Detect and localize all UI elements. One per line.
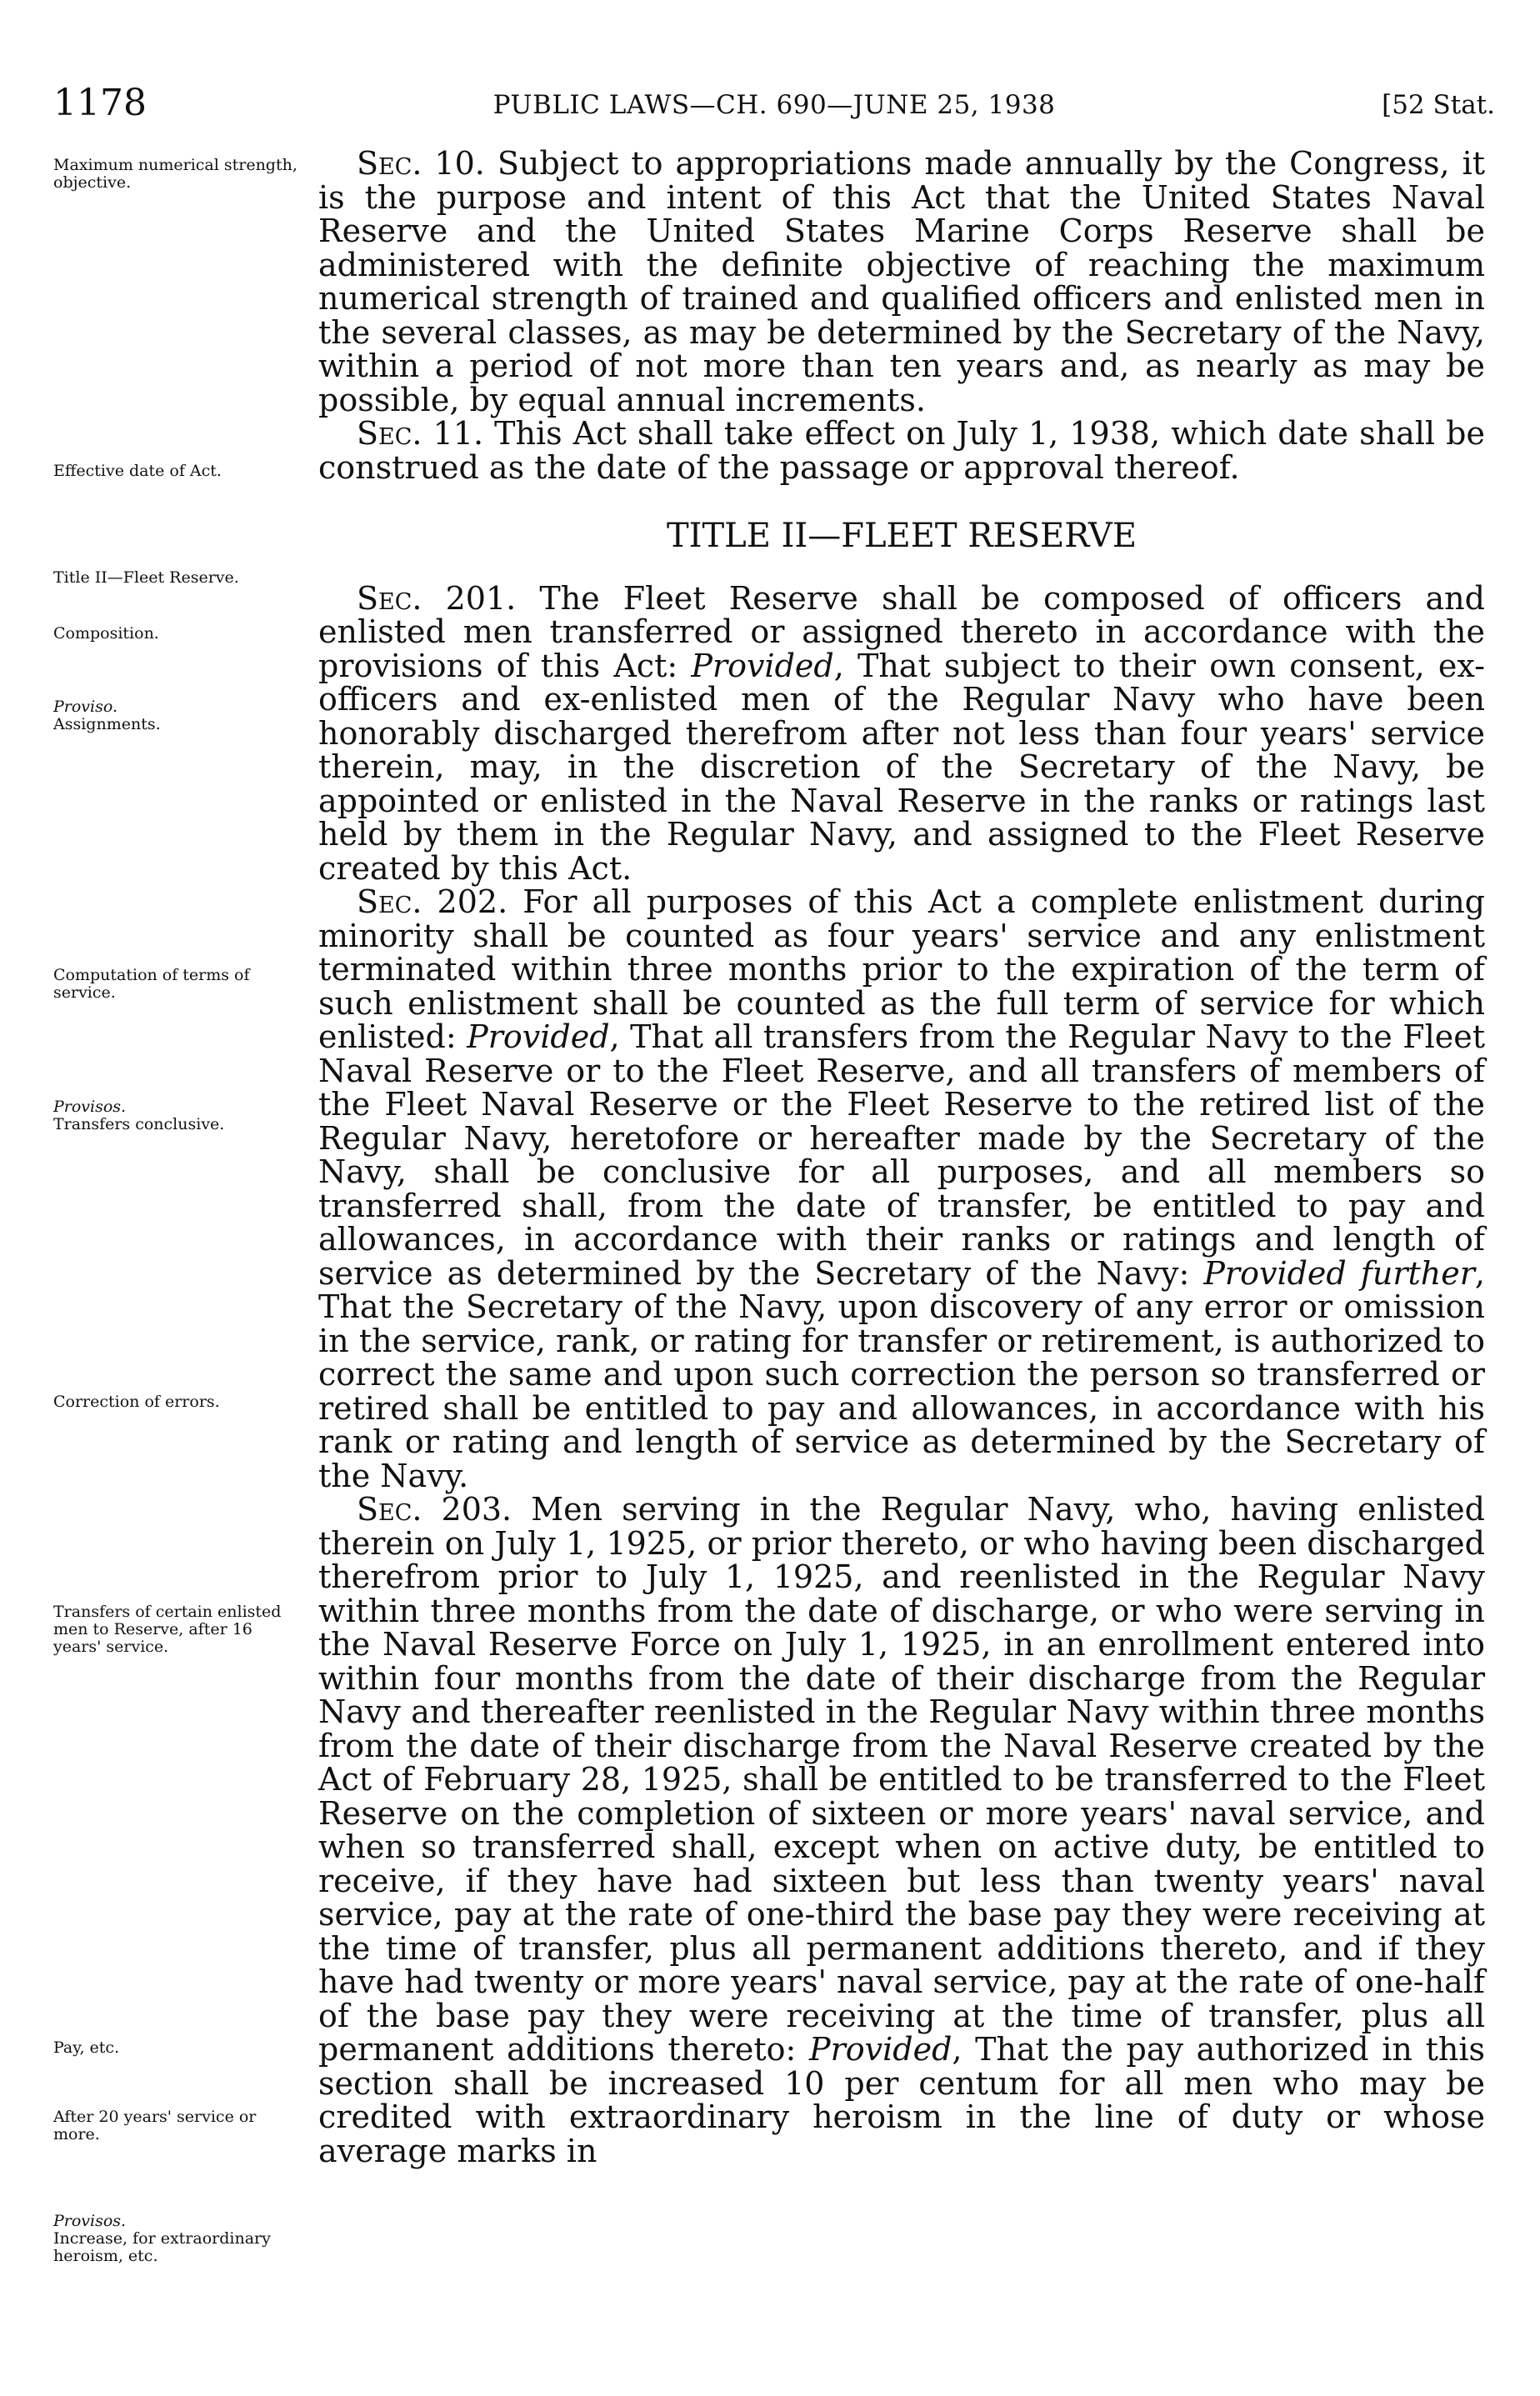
margin-note-pay: Pay, etc. [53,2038,120,2057]
margin-note-after-20-years: After 20 years' service or more. [53,2108,257,2143]
section-label: Sec. 10. [357,145,485,182]
section-11: Sec. 11. This Act shall take effect on July 1, 1938, which date shall be construed as the date of the passage or approval thereof. [318,415,1485,486]
section-label: Sec. 201. [357,579,517,617]
margin-note-effective-date: Effective date of Act. [53,462,222,480]
section-202: Sec. 202. For all purposes of this Act a complete enlistment during minority shall be counted as four years' service and any enlistment terminated within three months prior to the expiration of the term of such enlistment shall be counted as the full term of service for which enlisted: Provided, That all transfers from the Regular Navy to the Fleet Naval Reserve or to the Fleet Reserve, and all transfers of members of the Fleet Naval Reserve or the Fleet Reserve to the retired list of the Regular Navy, heretofore or hereafter made by the Secretary of the Navy, shall be conclusive for all purposes, and all members so transferred shall, from the date of transfer, be entitled to pay and allowances, in accordance with their ranks or ratings and length of service as determined by the Secretary of the Navy: Provided further, That the Secretary of the Navy, upon discovery of any error or omission in the service, rank, or rating for transfer or retirement, is authorized to correct the same and upon such correction the person so transferred or retired shall be entitled to pay and allowances, in accordance with his rank or rating and length of service as determined by the Secretary of the Navy. [318,883,1485,1494]
section-label: Sec. 11. [357,415,484,452]
margin-note-correction: Correction of errors. [53,1393,220,1411]
page-header [53,82,1495,132]
running-head: PUBLIC LAWS—CH. 690—JUNE 25, 1938 [492,90,1056,120]
volume-reference: [52 Stat. [1382,90,1495,120]
title-heading: TITLE II—FLEET RESERVE [666,517,1138,555]
page-number: 1178 [53,82,147,124]
margin-note-increase-heroism: Provisos. Increase, for extraordinary heroism, etc. [53,2212,271,2265]
body-text [318,147,1485,2168]
margin-note-maximum-strength: Maximum numerical strength, objective. [53,156,298,192]
section-10: Sec. 10. Subject to appropriations made annually by the Congress, it is the purpose and intent of this Act that the United States Naval Reserve and the United States Marine Corps Reserve shall be administered with the definite objective of reaching the maximum numerical strength of trained and qualified officers and enlisted men in the several classes, as may be determined by the Secretary of the Navy, within a period of not more than ten years and, as nearly as may be possible, by equal annual increments. [318,145,1485,418]
section-201: Sec. 201. The Fleet Reserve shall be composed of officers and enlisted men transferred or assigned thereto in accordance with the provisions of this Act: Provided, That subject to their own consent, ex-officers and ex-enlisted men of the Regular Navy who have been honorably discharged therefrom after not less than four years' service therein, may, in the discretion of the Secretary of the Navy, be appointed or enlisted in the Naval Reserve in the ranks or ratings last held by them in the Regular Navy, and assigned to the Fleet Reserve created by this Act. [318,579,1485,887]
margin-note-transfers-conclusive: Provisos. Transfers conclusive. [53,1098,225,1133]
margin-note-assignments: Proviso. Assignments. [53,698,161,733]
margin-note-title-ii: Title II—Fleet Reserve. [53,568,239,587]
section-label: Sec. 203. [357,1491,512,1528]
margin-note-computation: Computation of terms of service. [53,966,250,1002]
margin-note-composition: Composition. [53,624,159,643]
margin-note-transfers-certain: Transfers of certain enlisted men to Reserve, after 16 years' service. [53,1603,282,1656]
section-203: Sec. 203. Men serving in the Regular Navy, who, having enlisted therein on July 1, 1925, or prior thereto, or who having been discharged therefrom prior to July 1, 1925, and reenlisted in the Regular Navy within three months from the date of discharge, or who were serving in the Naval Reserve Force on July 1, 1925, in an enrollment entered into within four months from the date of their discharge from the Regular Navy and thereafter reenlisted in the Regular Navy within three months from the date of their discharge from the Naval Reserve created by the Act of February 28, 1925, shall be entitled to be transferred to the Fleet Reserve on the completion of sixteen or more years' naval service, and when so transferred shall, except when on active duty, be entitled to receive, if they have had sixteen but less than twenty years' naval service, pay at the rate of one-third the base pay they were receiving at the time of transfer, plus all permanent additions thereto, and if they have had twenty or more years' naval service, pay at the rate of one-half of the base pay they were receiving at the time of transfer, plus all permanent additions thereto: Provided, That the pay authorized in this section shall be increased 10 per centum for all men who may be credited with extraordinary heroism in the line of duty or whose average marks in [318,1491,1485,2169]
section-label: Sec. 202. [357,883,508,920]
